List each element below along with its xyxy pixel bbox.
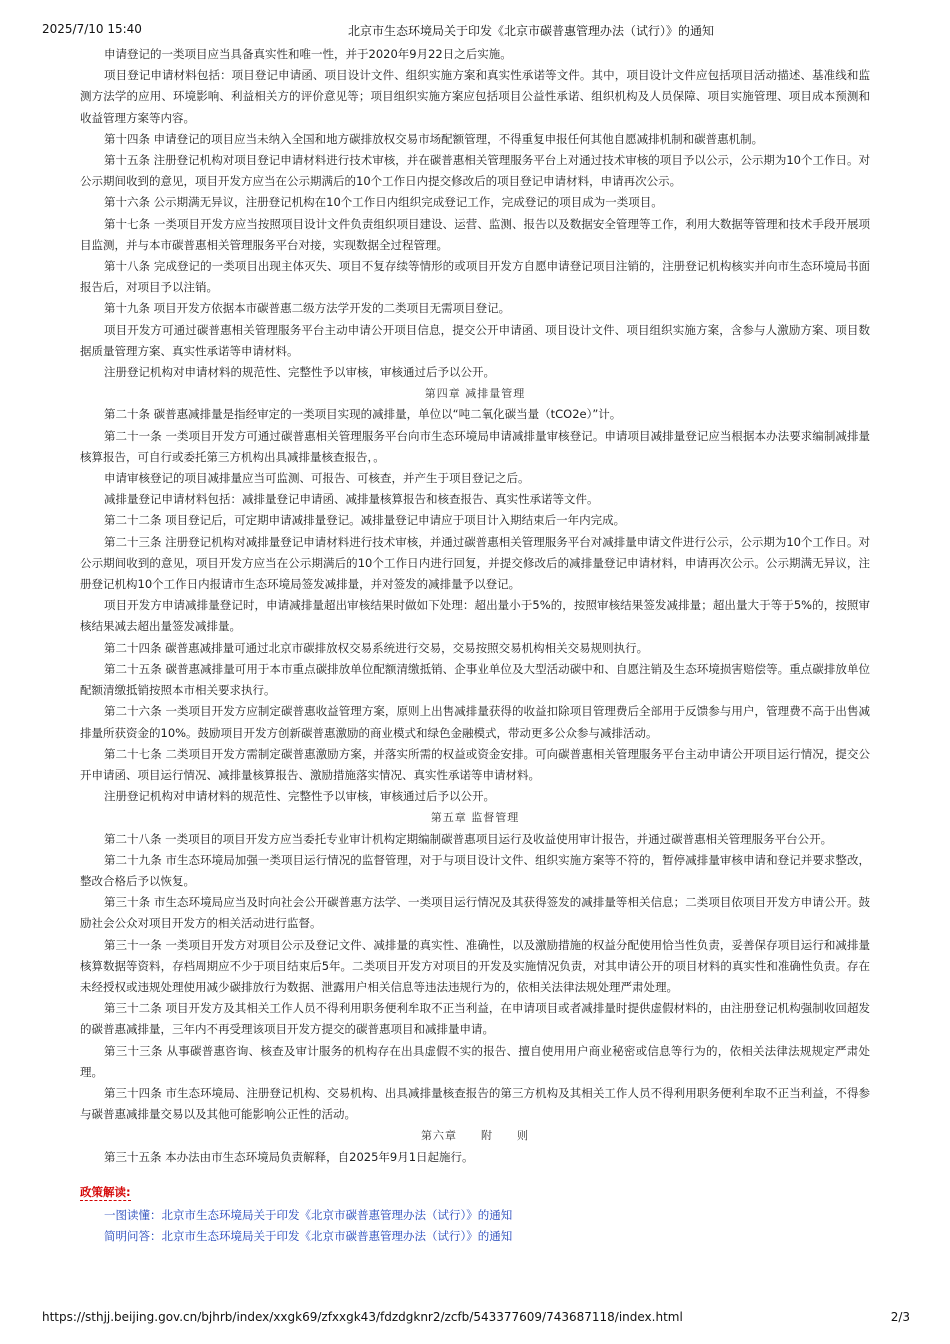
page-number: 2/3 bbox=[890, 1310, 910, 1324]
paragraph: 第二十二条 项目登记后，可定期申请减排量登记。减排量登记申请应于项目计入期结束后一年内完成。 bbox=[104, 513, 626, 528]
paragraph: 第十五条 注册登记机构对项目登记申请材料进行技术审核，并在碳普惠相关管理服务平台上对通过技术审核的项目予以公示，公示期为10个工作日。对公示期间收到的意见，项目开发方应当在公示期满后的10个工作日内提交修改后的项目登记申请材料，申请再次公示。 bbox=[80, 153, 870, 189]
print-page-title: 北京市生态环境局关于印发《北京市碳普惠管理办法（试行）》的通知 bbox=[348, 24, 715, 38]
paragraph: 项目开发方申请减排量登记时，申请减排量超出审核结果时做如下处理：超出量小于5%的，按照审核结果签发减排量；超出量大于等于5%的，按照审核结果减去超出量签发减排量。 bbox=[80, 598, 870, 634]
paragraph: 申请登记的一类项目应当具备真实性和唯一性，并于2020年9月22日之后实施。 bbox=[104, 47, 512, 61]
paragraph: 第二十七条 二类项目开发方需制定碳普惠激励方案，并落实所需的权益或资金安排。可向碳普惠相关管理服务平台主动申请公开项目运行情况，提交公开申请函、项目运行情况、减排量核算报告、激励措施落实情况、真实性承诺等申请材料。 bbox=[80, 746, 870, 782]
paragraph: 第三十二条 项目开发方及其相关工作人员不得利用职务便利牟取不正当利益，在申请项目或者减排量时提供虚假材料的，由注册登记机构强制收回超发的碳普惠减排量，三年内不再受理该项目开发方提交的碳普惠项目和减排量申请。 bbox=[80, 1001, 870, 1037]
print-header bbox=[0, 22, 950, 40]
paragraph: 注册登记机构对申请材料的规范性、完整性予以审核，审核通过后予以公开。 bbox=[104, 789, 495, 804]
print-footer bbox=[0, 1310, 950, 1328]
paragraph: 第三十一条 一类项目开发方对项目公示及登记文件、减排量的真实性、准确性，以及激励措施的权益分配使用恰当性负责，妥善保存项目运行和减排量核算数据等资料，存档周期应不少于项目结束后5年。二类项目开发方对项目的开发及实施情况负责，对其申请公开的项目材料的真实性和准确性负责。存在未经授权或违规处理使用减少碳排放行为数据、泄露用户相关信息等违法违规行为的，依相关法律法规处理严肃处理。 bbox=[80, 937, 870, 994]
policy-label: 政策解读: bbox=[80, 1185, 131, 1199]
article-body bbox=[80, 44, 870, 1168]
paragraph: 第十七条 一类项目开发方应当按照项目设计文件负责组织项目建设、运营、监测、报告以及数据安全管理等工作，利用大数据等管理和技术手段开展项目监测，并与本市碳普惠相关管理服务平台对接，实现数据全过程管理。 bbox=[80, 216, 870, 252]
paragraph: 第十六条 公示期满无异议，注册登记机构在10个工作日内组织完成登记工作，完成登记的项目成为一类项目。 bbox=[104, 195, 663, 210]
paragraph: 第二十九条 市生态环境局加强一类项目运行情况的监督管理，对于与项目设计文件、组织实施方案等不符的，暂停减排量审核申请和登记并要求整改，整改合格后予以恢复。 bbox=[80, 852, 870, 888]
policy-link-qa[interactable]: 简明问答：北京市生态环境局关于印发《北京市碳普惠管理办法（试行）》的通知 bbox=[104, 1229, 513, 1243]
paragraph: 项目登记申请材料包括：项目登记申请函、项目设计文件、组织实施方案和真实性承诺等文件。其中，项目设计文件应包括项目活动描述、基准线和监测方法学的应用、环境影响、利益相关方的评价意见等；项目组织实施方案应包括项目公益性承诺、组织机构及人员保障、项目实施管理、项目成本预测和收益管理方案等内容。 bbox=[80, 68, 870, 125]
paragraph: 第三十条 市生态环境局应当及时向社会公开碳普惠方法学、一类项目运行情况及其获得签发的减排量等相关信息；二类项目依项目开发方申请公开。鼓励社会公众对项目开发方的相关活动进行监督。 bbox=[80, 895, 870, 931]
paragraph: 申请审核登记的项目减排量应当可监测、可报告、可核查，并产生于项目登记之后。 bbox=[104, 471, 530, 486]
paragraph: 第十四条 申请登记的项目应当未纳入全国和地方碳排放权交易市场配额管理，不得重复申报任何其他自愿减排机制和碳普惠机制。 bbox=[104, 131, 764, 146]
policy-interpretation bbox=[80, 1182, 870, 1247]
paragraph: 减排量登记申请材料包括：减排量登记申请函、减排量核算报告和核查报告、真实性承诺等文件。 bbox=[104, 492, 599, 507]
paragraph: 第三十四条 市生态环境局、注册登记机构、交易机构、出具减排量核查报告的第三方机构及其相关工作人员不得利用职务便利牟取不正当利益，不得参与碳普惠减排量交易以及其他可能影响公正性的活动。 bbox=[80, 1085, 870, 1122]
paragraph: 第三十五条 本办法由市生态环境局负责解释，自2025年9月1日起施行。 bbox=[104, 1149, 474, 1164]
paragraph: 注册登记机构对申请材料的规范性、完整性予以审核，审核通过后予以公开。 bbox=[104, 365, 495, 380]
page-url: https://sthjj.beijing.gov.cn/bjhrb/index/xxgk69/zfxxgk43/fdzdgknr2/zcfb/543377609/743687118/index.html bbox=[42, 1310, 683, 1324]
chapter-heading: 第六章 附 则 bbox=[421, 1129, 529, 1143]
policy-link-infographic[interactable]: 一图读懂：北京市生态环境局关于印发《北京市碳普惠管理办法（试行）》的通知 bbox=[104, 1208, 513, 1222]
paragraph: 项目开发方可通过碳普惠相关管理服务平台主动申请公开项目信息，提交公开申请函、项目设计文件、项目组织实施方案，含参与人激励方案、项目数据质量管理方案、真实性承诺等申请材料。 bbox=[80, 322, 870, 358]
paragraph: 第二十一条 一类项目开发方可通过碳普惠相关管理服务平台向市生态环境局申请减排量审核登记。申请项目减排量登记应当根据本办法要求编制减排量核算报告，可自行或委托第三方机构出具减排量核查报告，。 bbox=[80, 428, 870, 464]
paragraph: 第二十五条 碳普惠减排量可用于本市重点碳排放单位配额清缴抵销、企事业单位及大型活动碳中和、自愿注销及生态环境损害赔偿等。重点碳排放单位配额清缴抵销按照本市相关要求执行。 bbox=[80, 661, 870, 698]
paragraph: 第二十条 碳普惠减排量是指经审定的一类项目实现的减排量，单位以“吨二氧化碳当量（tCO2e）”计。 bbox=[104, 407, 622, 422]
print-datetime: 2025/7/10 15:40 bbox=[42, 22, 142, 36]
paragraph: 第二十六条 一类项目开发方应制定碳普惠收益管理方案，原则上出售减排量获得的收益扣除项目管理费后全部用于反馈参与用户，管理费不高于出售减排量所获资金的10%。鼓励项目开发方创新碳普惠激励的商业模式和绿色金融模式，带动更多公众参与减排活动。 bbox=[80, 704, 870, 740]
paragraph: 第三十三条 从事碳普惠咨询、核查及审计服务的机构存在出具虚假不实的报告、擅自使用用户商业秘密或信息等行为的，依相关法律法规规定严肃处理。 bbox=[80, 1043, 870, 1079]
chapter-heading: 第五章 监督管理 bbox=[430, 811, 520, 825]
paragraph: 第二十三条 注册登记机构对减排量登记申请材料进行技术审核，并通过碳普惠相关管理服务平台对减排量申请文件进行公示，公示期为10个工作日。对公示期间收到的意见，项目开发方应当在公示期满后的10个工作日内进行回复，并提交修改后的减排量登记申请材料，申请再次公示。公示期满无异议，注册登记机构10个工作日内报请市生态环境局签发减排量，并对签发的减排量予以登记。 bbox=[80, 534, 870, 592]
chapter-heading: 第四章 减排量管理 bbox=[424, 387, 526, 401]
paragraph: 第十八条 完成登记的一类项目出现主体灭失、项目不复存续等情形的或项目开发方自愿申请登记项目注销的，注册登记机构核实并向市生态环境局书面报告后，对项目予以注销。 bbox=[80, 259, 870, 295]
paragraph: 第二十八条 一类项目的项目开发方应当委托专业审计机构定期编制碳普惠项目运行及收益使用审计报告，并通过碳普惠相关管理服务平台公开。 bbox=[104, 831, 833, 846]
paragraph: 第十九条 项目开发方依据本市碳普惠二级方法学开发的二类项目无需项目登记。 bbox=[104, 301, 511, 316]
paragraph: 第二十四条 碳普惠减排量可通过北京市碳排放权交易系统进行交易，交易按照交易机构相关交易规则执行。 bbox=[104, 640, 649, 655]
